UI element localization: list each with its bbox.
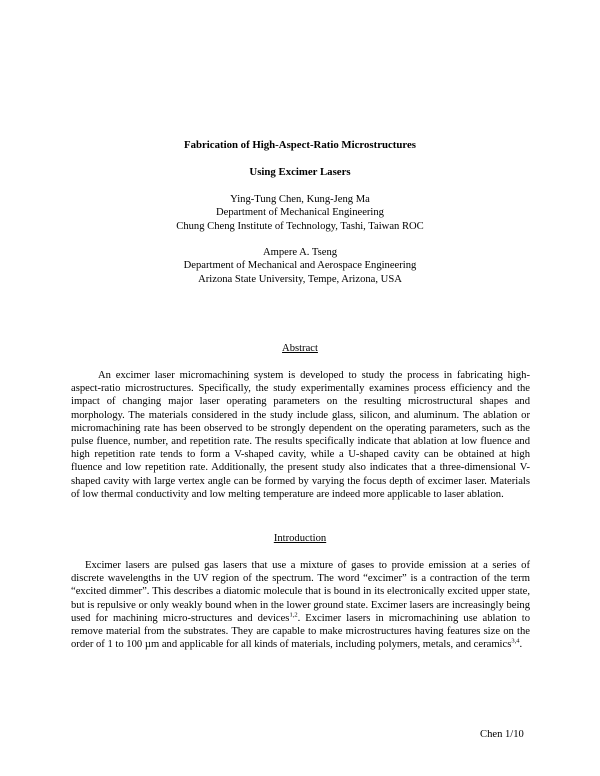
intro-text-part3: . [519,639,523,651]
abstract-body [71,369,530,501]
introduction-paragraph [71,559,530,651]
intro-text-part1: Excimer lasers are pulsed gas lasers that use a mixture of gases to provide emission at a series of discrete wavelengths in the UV region of the spectrum. The word “excimer” is a contraction of the term “excited dimmer”. This describes a diatomic molecule that is bound in its electronically excited upper state, but is repulsive or only weakly bound when in the lower ground state. Excimer lasers are increasingly being used for machining micro-structures and devices [71,560,530,624]
author-names-1: Ying-Tung Chen, Kung-Jeng Ma [230,194,370,205]
author-department-2: Department of Mechanical and Aerospace Engineering [183,260,417,272]
intro-text-part2: . Excimer lasers in micromachining use ablation to remove material from the substrates. They are capable to make microstructures having features size on the order of 1 to 100 µm and applicable for all kinds of materials, including polymers, metals, and ceramics [71,612,530,651]
introduction-heading: Introduction [273,533,327,544]
abstract-heading: Abstract [282,343,318,354]
author-block-2 [0,246,600,286]
author-names-2: Ampere A. Tseng [262,247,338,258]
author-block-1 [0,193,600,233]
citation-ref-2: 3,4 [511,637,520,645]
author-department-1: Department of Mechanical Engineering [216,207,384,219]
page-footer: Chen 1/10 [480,729,524,740]
abstract-paragraph: An excimer laser micromachining system is developed to study the process in fabricating high-aspect-ratio microstructures. Specifically, the study experimentally examines process efficiency and the impact of changing major laser operating parameters on the resulting microstructural shapes and morphology. The materials considered in the study include glass, silicon, and aluminum. The ablation or micromachining rate has been observed to be strongly dependent on the operating parameters, such as the pulse fluence, number, and repetition rate. The results specifically indicate that ablation at low fluence and high repetition rate tends to form a V-shaped cavity, while a U-shaped cavity can be obtained at high fluence and low repetition rate. Additionally, the present study also indicates that a three-dimensional V-shaped cavity with large vertex angle can be formed by varying the focus depth of excimer laser. Materials of low thermal conductivity and low melting temperature are indeed more applicable to laser ablation. [71,370,530,500]
citation-ref-1: 1,2 [289,611,298,619]
author-institution-2: Arizona State University, Tempe, Arizona, USA [198,273,402,285]
paper-title-line2: Using Excimer Lasers [249,166,351,178]
paper-title-line1: Fabrication of High-Aspect-Ratio Microstructures [184,139,416,151]
author-institution-1: Chung Cheng Institute of Technology, Tashi, Taiwan ROC [176,220,424,232]
introduction-body [71,559,530,651]
